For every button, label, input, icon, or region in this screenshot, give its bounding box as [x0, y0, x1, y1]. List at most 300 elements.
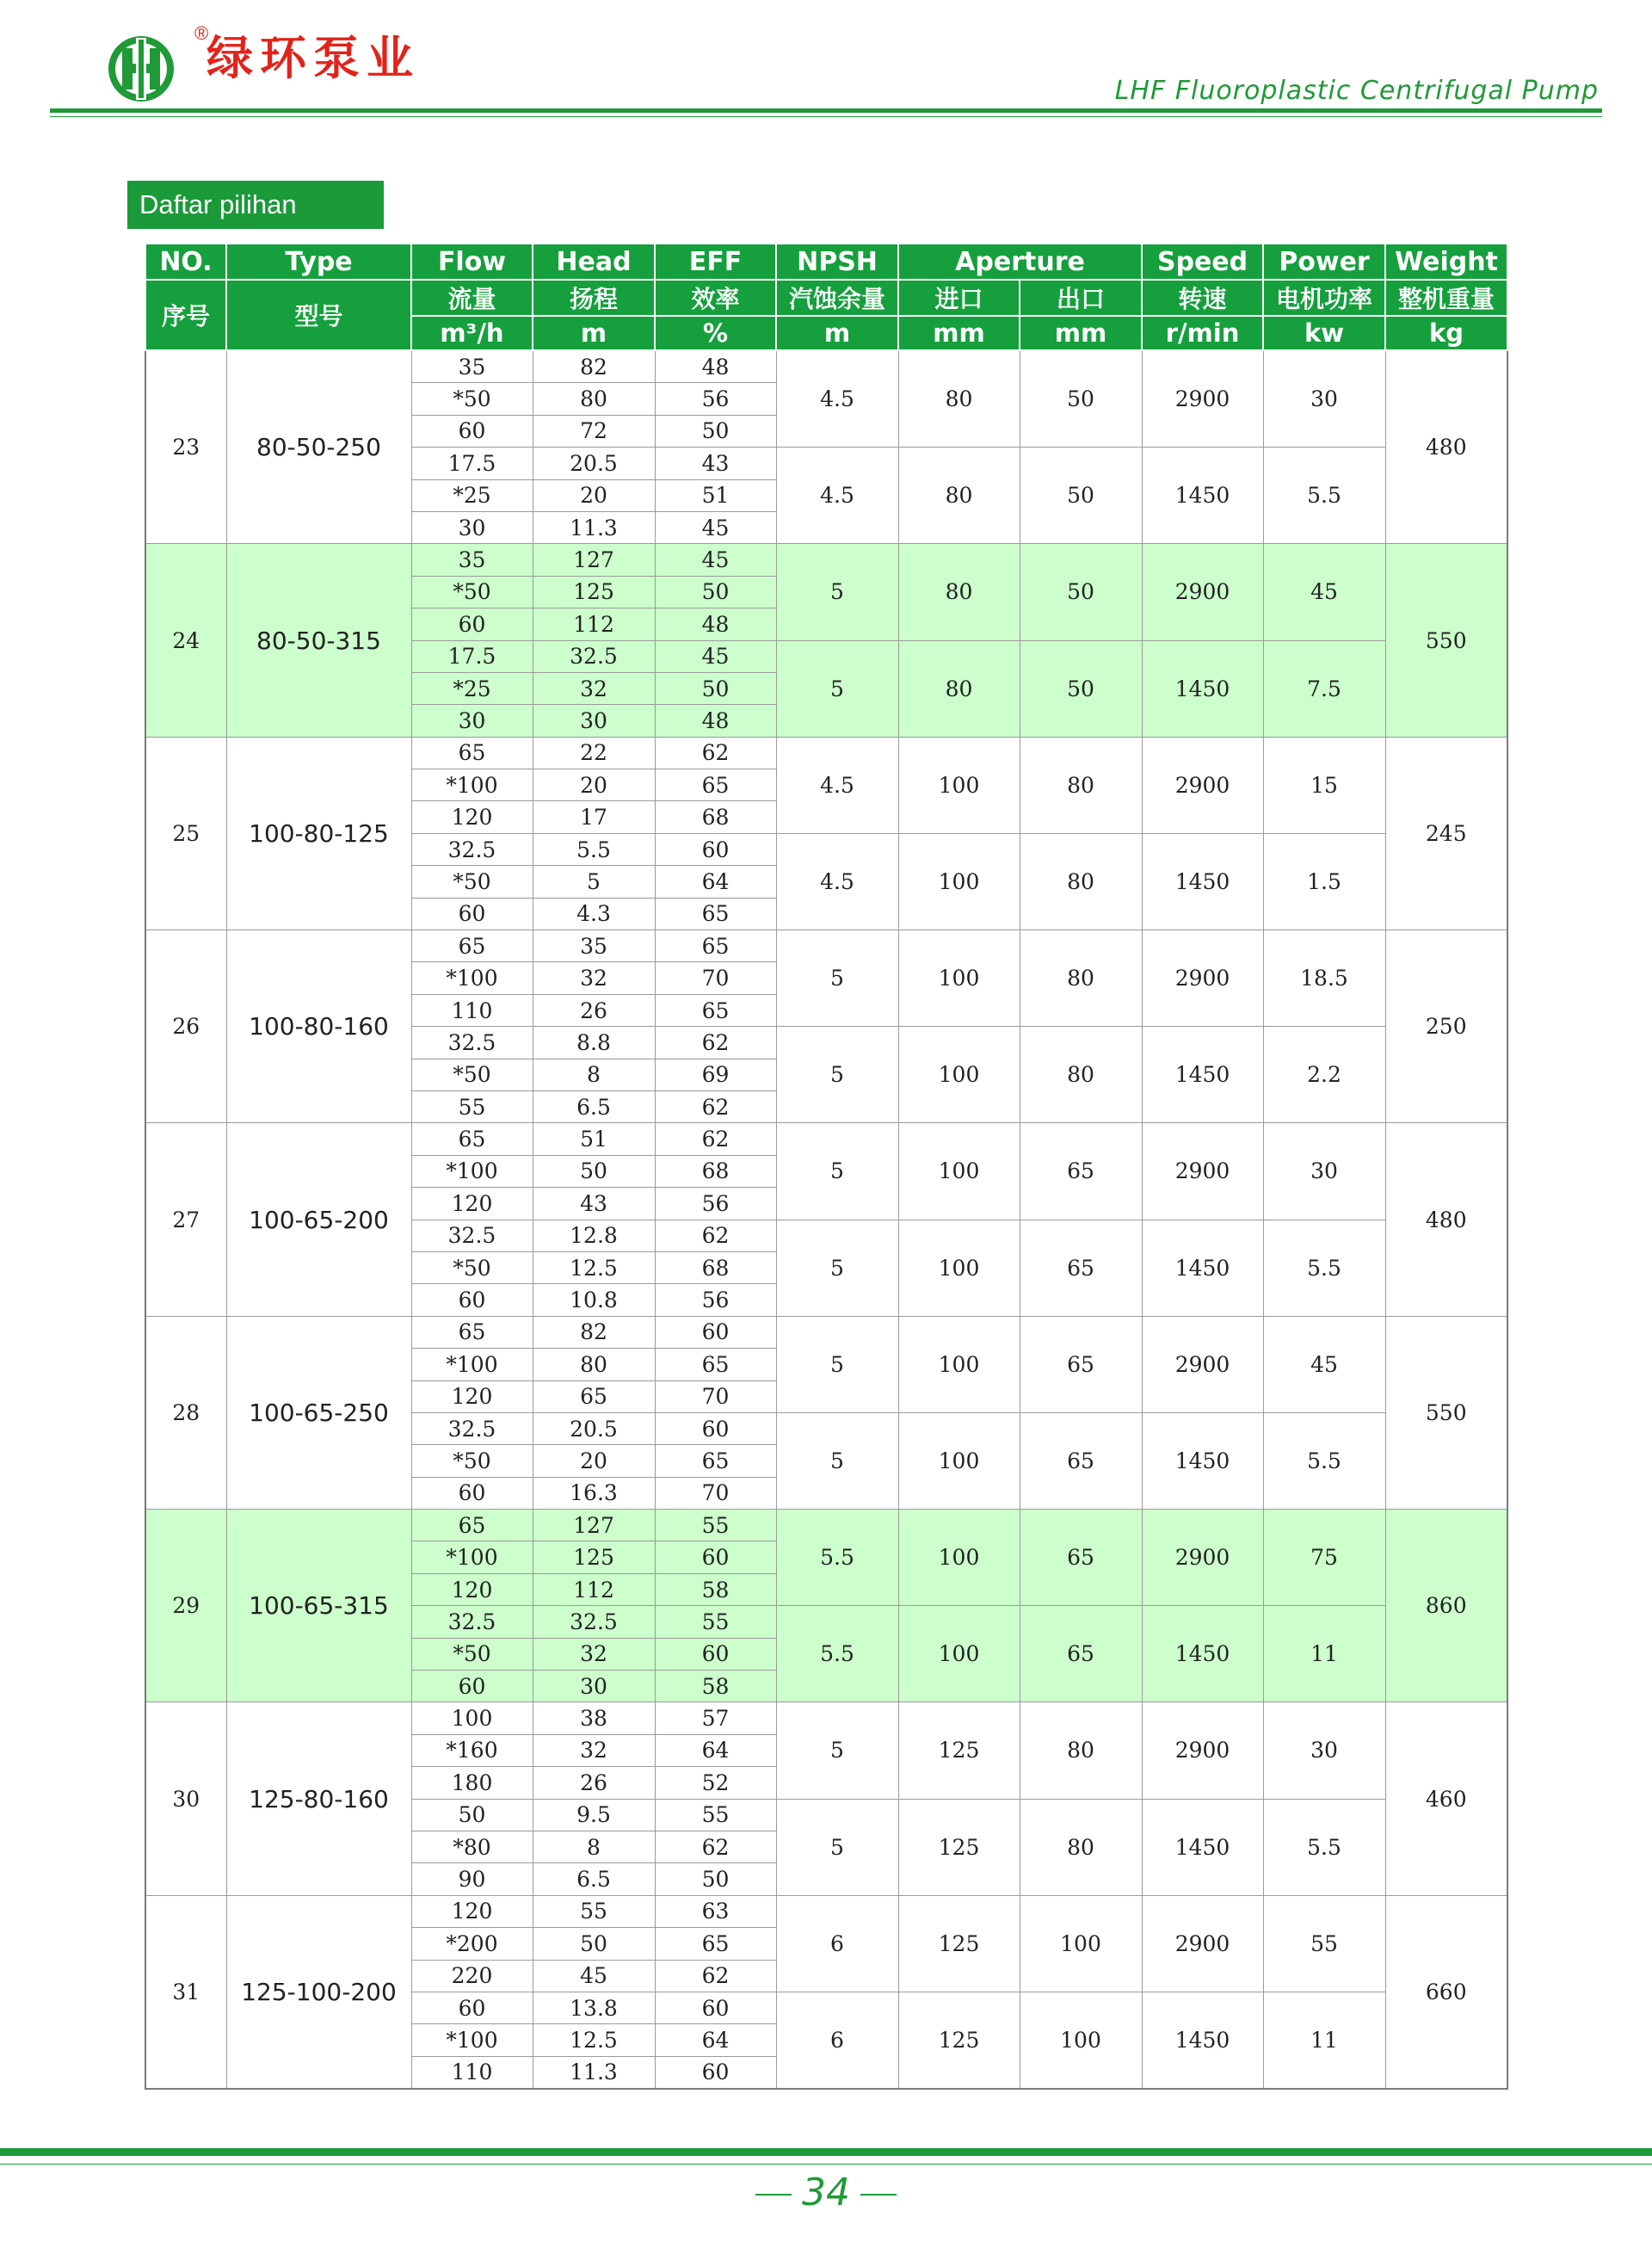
- cell-no: 25: [145, 737, 226, 930]
- brand-name: 绿环泵业: [206, 30, 420, 85]
- unit-head: m: [533, 316, 655, 350]
- page-dash-left: [755, 2194, 792, 2196]
- cell-npsh: 6: [776, 1895, 898, 1992]
- header-speed: Speed: [1142, 244, 1263, 280]
- cell-outlet: 80: [1020, 1027, 1142, 1123]
- cell-type: 100-65-250: [226, 1316, 411, 1509]
- unit-npsh: m: [776, 316, 898, 350]
- cell-head: 11.3: [533, 2056, 655, 2089]
- cell-head: 125: [533, 576, 655, 608]
- cell-type: 100-80-125: [226, 737, 411, 930]
- cell-outlet: 50: [1020, 544, 1142, 640]
- cell-type: 100-65-200: [226, 1123, 411, 1316]
- cell-head: 43: [533, 1188, 655, 1220]
- cell-power: 45: [1263, 1316, 1385, 1412]
- cell-inlet: 80: [898, 448, 1020, 544]
- cell-weight: 245: [1385, 737, 1507, 930]
- cell-eff: 57: [655, 1702, 776, 1734]
- cell-flow: 60: [411, 898, 533, 930]
- cell-weight: 460: [1385, 1702, 1507, 1895]
- cell-speed: 1450: [1142, 1799, 1263, 1895]
- page-number-value: 34: [802, 2171, 850, 2214]
- cell-weight: 550: [1385, 1316, 1507, 1509]
- page-dash-right: [860, 2194, 897, 2196]
- cell-power: 5.5: [1263, 448, 1385, 544]
- cell-no: 27: [145, 1123, 226, 1316]
- cell-flow: 17.5: [411, 448, 533, 479]
- cell-type: 125-80-160: [226, 1702, 411, 1895]
- cell-flow: 32.5: [411, 833, 533, 865]
- cell-head: 26: [533, 994, 655, 1026]
- cell-eff: 56: [655, 1284, 776, 1316]
- cell-flow: 30: [411, 511, 533, 543]
- cell-head: 8.8: [533, 1027, 655, 1059]
- cell-no: 23: [145, 350, 226, 544]
- cell-head: 80: [533, 383, 655, 415]
- cell-head: 32: [533, 962, 655, 994]
- cell-eff: 60: [655, 1992, 776, 2023]
- cell-outlet: 80: [1020, 737, 1142, 833]
- cell-eff: 43: [655, 448, 776, 479]
- cell-head: 32.5: [533, 1606, 655, 1638]
- cell-head: 20: [533, 769, 655, 801]
- cell-head: 72: [533, 415, 655, 447]
- cell-eff: 68: [655, 1155, 776, 1187]
- header-head-cn: 扬程: [533, 280, 655, 316]
- cell-weight: 550: [1385, 544, 1507, 737]
- unit-power: kw: [1263, 316, 1385, 350]
- cell-head: 30: [533, 1671, 655, 1702]
- cell-flow: *100: [411, 769, 533, 801]
- cell-flow: 32.5: [411, 1220, 533, 1251]
- cell-head: 13.8: [533, 1992, 655, 2023]
- cell-head: 20.5: [533, 448, 655, 479]
- cell-eff: 62: [655, 737, 776, 769]
- cell-power: 75: [1263, 1510, 1385, 1606]
- cell-eff: 60: [655, 2056, 776, 2089]
- cell-head: 112: [533, 608, 655, 640]
- cell-head: 26: [533, 1767, 655, 1799]
- header-divider: [50, 108, 1602, 113]
- cell-power: 18.5: [1263, 930, 1385, 1027]
- cell-outlet: 80: [1020, 930, 1142, 1027]
- cell-speed: 1450: [1142, 1027, 1263, 1123]
- cell-power: 2.2: [1263, 1027, 1385, 1123]
- cell-speed: 1450: [1142, 833, 1263, 930]
- cell-head: 11.3: [533, 511, 655, 543]
- cell-inlet: 100: [898, 1606, 1020, 1702]
- cell-head: 32.5: [533, 640, 655, 672]
- cell-eff: 65: [655, 1445, 776, 1477]
- cell-head: 32: [533, 1734, 655, 1766]
- unit-inlet: mm: [898, 316, 1020, 350]
- cell-weight: 860: [1385, 1510, 1507, 1702]
- header-power: Power: [1263, 244, 1385, 280]
- header-npsh: NPSH: [776, 244, 898, 280]
- cell-npsh: 5: [776, 1123, 898, 1220]
- cell-eff: 62: [655, 1831, 776, 1862]
- cell-flow: 65: [411, 1316, 533, 1348]
- cell-eff: 55: [655, 1799, 776, 1831]
- cell-power: 15: [1263, 737, 1385, 833]
- cell-head: 51: [533, 1123, 655, 1155]
- table-row: [145, 737, 1507, 769]
- cell-power: 5.5: [1263, 1412, 1385, 1509]
- cell-speed: 2900: [1142, 1123, 1263, 1220]
- cell-speed: 1450: [1142, 1412, 1263, 1509]
- cell-head: 6.5: [533, 1863, 655, 1895]
- cell-head: 50: [533, 1155, 655, 1187]
- table-row: [145, 350, 1507, 383]
- table-row: [145, 1702, 1507, 1734]
- cell-speed: 2900: [1142, 1702, 1263, 1799]
- header-inlet-cn: 进口: [898, 280, 1020, 316]
- cell-inlet: 80: [898, 544, 1020, 640]
- table-row: [145, 1895, 1507, 1927]
- cell-head: 20: [533, 1445, 655, 1477]
- cell-eff: 65: [655, 994, 776, 1026]
- registered-mark: ®: [194, 22, 209, 44]
- cell-flow: *50: [411, 1059, 533, 1090]
- cell-head: 112: [533, 1573, 655, 1605]
- cell-outlet: 65: [1020, 1510, 1142, 1606]
- cell-inlet: 125: [898, 1992, 1020, 2089]
- table-header: [145, 244, 1507, 350]
- table-row: [145, 1510, 1507, 1541]
- cell-flow: 35: [411, 350, 533, 383]
- cell-outlet: 80: [1020, 1702, 1142, 1799]
- cell-npsh: 5: [776, 1412, 898, 1509]
- cell-eff: 60: [655, 1412, 776, 1444]
- cell-eff: 55: [655, 1510, 776, 1541]
- cell-head: 8: [533, 1059, 655, 1090]
- cell-eff: 58: [655, 1573, 776, 1605]
- cell-head: 82: [533, 1316, 655, 1348]
- header-type: Type: [226, 244, 411, 280]
- cell-inlet: 100: [898, 930, 1020, 1027]
- cell-flow: *200: [411, 1928, 533, 1960]
- cell-eff: 45: [655, 640, 776, 672]
- cell-flow: 65: [411, 737, 533, 769]
- cell-speed: 2900: [1142, 544, 1263, 640]
- cell-speed: 1450: [1142, 1992, 1263, 2089]
- cell-flow: 100: [411, 1702, 533, 1734]
- cell-npsh: 4.5: [776, 737, 898, 833]
- cell-type: 80-50-315: [226, 544, 411, 737]
- cell-eff: 70: [655, 1380, 776, 1412]
- cell-flow: 120: [411, 1573, 533, 1605]
- cell-flow: 60: [411, 1671, 533, 1702]
- cell-head: 35: [533, 930, 655, 962]
- cell-outlet: 100: [1020, 1895, 1142, 1992]
- cell-flow: *25: [411, 672, 533, 704]
- cell-eff: 65: [655, 1928, 776, 1960]
- cell-outlet: 80: [1020, 833, 1142, 930]
- cell-head: 9.5: [533, 1799, 655, 1831]
- header-no-cn: 序号: [145, 280, 226, 350]
- cell-inlet: 125: [898, 1799, 1020, 1895]
- cell-head: 55: [533, 1895, 655, 1927]
- cell-npsh: 5: [776, 1316, 898, 1412]
- cell-speed: 2900: [1142, 930, 1263, 1027]
- cell-no: 31: [145, 1895, 226, 2089]
- table-row: [145, 1316, 1507, 1348]
- cell-eff: 70: [655, 1477, 776, 1509]
- cell-eff: 50: [655, 415, 776, 447]
- cell-speed: 2900: [1142, 1895, 1263, 1992]
- cell-weight: 480: [1385, 1123, 1507, 1316]
- cell-inlet: 100: [898, 1316, 1020, 1412]
- cell-head: 17: [533, 801, 655, 833]
- cell-outlet: 65: [1020, 1412, 1142, 1509]
- cell-outlet: 50: [1020, 640, 1142, 737]
- cell-head: 80: [533, 1349, 655, 1380]
- cell-head: 50: [533, 1928, 655, 1960]
- cell-power: 30: [1263, 1702, 1385, 1799]
- cell-npsh: 6: [776, 1992, 898, 2089]
- cell-npsh: 4.5: [776, 350, 898, 448]
- cell-flow: *25: [411, 479, 533, 511]
- cell-eff: 58: [655, 1671, 776, 1702]
- cell-eff: 65: [655, 930, 776, 962]
- cell-head: 65: [533, 1380, 655, 1412]
- cell-eff: 69: [655, 1059, 776, 1090]
- cell-eff: 48: [655, 608, 776, 640]
- cell-flow: *100: [411, 1541, 533, 1573]
- cell-outlet: 80: [1020, 1799, 1142, 1895]
- cell-head: 30: [533, 705, 655, 737]
- header-eff-cn: 效率: [655, 280, 776, 316]
- section-title-badge: Daftar pilihan: [127, 181, 384, 229]
- cell-eff: 65: [655, 769, 776, 801]
- cell-power: 45: [1263, 544, 1385, 640]
- cell-head: 32: [533, 1638, 655, 1670]
- cell-head: 8: [533, 1831, 655, 1862]
- cell-flow: 60: [411, 415, 533, 447]
- cell-outlet: 100: [1020, 1992, 1142, 2089]
- cell-eff: 65: [655, 1349, 776, 1380]
- header-divider-thin: [50, 116, 1602, 117]
- cell-power: 11: [1263, 1992, 1385, 2089]
- cell-flow: *100: [411, 962, 533, 994]
- cell-eff: 55: [655, 1606, 776, 1638]
- cell-eff: 51: [655, 479, 776, 511]
- cell-flow: 30: [411, 705, 533, 737]
- cell-power: 30: [1263, 350, 1385, 448]
- cell-npsh: 5: [776, 1799, 898, 1895]
- cell-speed: 2900: [1142, 1510, 1263, 1606]
- cell-no: 26: [145, 930, 226, 1123]
- cell-head: 12.8: [533, 1220, 655, 1251]
- cell-flow: 32.5: [411, 1606, 533, 1638]
- cell-inlet: 125: [898, 1702, 1020, 1799]
- cell-head: 10.8: [533, 1284, 655, 1316]
- cell-eff: 65: [655, 898, 776, 930]
- cell-speed: 2900: [1142, 350, 1263, 448]
- cell-weight: 250: [1385, 930, 1507, 1123]
- table-body: [145, 350, 1507, 2089]
- cell-eff: 62: [655, 1027, 776, 1059]
- header-weight: Weight: [1385, 244, 1507, 280]
- header-row-en: [145, 244, 1507, 280]
- cell-eff: 70: [655, 962, 776, 994]
- cell-speed: 1450: [1142, 1220, 1263, 1316]
- cell-power: 11: [1263, 1606, 1385, 1702]
- cell-inlet: 100: [898, 1027, 1020, 1123]
- header-outlet-cn: 出口: [1020, 280, 1142, 316]
- cell-flow: 120: [411, 1380, 533, 1412]
- cell-power: 5.5: [1263, 1799, 1385, 1895]
- cell-head: 38: [533, 1702, 655, 1734]
- cell-flow: 60: [411, 1992, 533, 2023]
- cell-flow: *50: [411, 1638, 533, 1670]
- cell-flow: 65: [411, 1510, 533, 1541]
- cell-no: 28: [145, 1316, 226, 1509]
- cell-eff: 64: [655, 2024, 776, 2056]
- cell-eff: 56: [655, 383, 776, 415]
- page-number: [0, 2171, 1652, 2214]
- cell-npsh: 5: [776, 1220, 898, 1316]
- header-row-cn: [145, 280, 1507, 316]
- cell-eff: 52: [655, 1767, 776, 1799]
- cell-inlet: 100: [898, 833, 1020, 930]
- cell-speed: 1450: [1142, 640, 1263, 737]
- cell-speed: 1450: [1142, 448, 1263, 544]
- cell-flow: 17.5: [411, 640, 533, 672]
- cell-head: 82: [533, 350, 655, 383]
- cell-flow: 32.5: [411, 1412, 533, 1444]
- cell-eff: 50: [655, 672, 776, 704]
- header-no: NO.: [145, 244, 226, 280]
- cell-eff: 64: [655, 1734, 776, 1766]
- cell-head: 5: [533, 866, 655, 898]
- cell-type: 125-100-200: [226, 1895, 411, 2089]
- cell-power: 1.5: [1263, 833, 1385, 930]
- cell-flow: *100: [411, 2024, 533, 2056]
- cell-eff: 60: [655, 1541, 776, 1573]
- cell-inlet: 100: [898, 1510, 1020, 1606]
- table-row: [145, 930, 1507, 962]
- cell-head: 32: [533, 672, 655, 704]
- cell-inlet: 80: [898, 640, 1020, 737]
- cell-eff: 56: [655, 1188, 776, 1220]
- cell-type: 100-80-160: [226, 930, 411, 1123]
- cell-speed: 1450: [1142, 1606, 1263, 1702]
- cell-head: 125: [533, 1541, 655, 1573]
- cell-head: 127: [533, 544, 655, 576]
- cell-type: 100-65-315: [226, 1510, 411, 1702]
- cell-flow: *50: [411, 866, 533, 898]
- cell-flow: 50: [411, 1799, 533, 1831]
- page-header-title: LHF Fluoroplastic Centrifugal Pump: [1114, 76, 1599, 106]
- cell-npsh: 5: [776, 1702, 898, 1799]
- cell-head: 12.5: [533, 1251, 655, 1283]
- cell-eff: 63: [655, 1895, 776, 1927]
- header-weight-cn: 整机重量: [1385, 280, 1507, 316]
- cell-flow: *50: [411, 1251, 533, 1283]
- cell-flow: 90: [411, 1863, 533, 1895]
- cell-eff: 62: [655, 1960, 776, 1992]
- cell-inlet: 80: [898, 350, 1020, 448]
- cell-head: 12.5: [533, 2024, 655, 2056]
- cell-no: 24: [145, 544, 226, 737]
- cell-flow: 65: [411, 930, 533, 962]
- cell-flow: *160: [411, 1734, 533, 1766]
- cell-weight: 660: [1385, 1895, 1507, 2089]
- cell-npsh: 5: [776, 544, 898, 640]
- table-row: [145, 544, 1507, 576]
- cell-flow: 120: [411, 1188, 533, 1220]
- cell-head: 45: [533, 1960, 655, 1992]
- cell-speed: 2900: [1142, 737, 1263, 833]
- cell-npsh: 5: [776, 640, 898, 737]
- header-speed-cn: 转速: [1142, 280, 1263, 316]
- cell-head: 5.5: [533, 833, 655, 865]
- cell-head: 6.5: [533, 1090, 655, 1122]
- cell-speed: 2900: [1142, 1316, 1263, 1412]
- unit-eff: %: [655, 316, 776, 350]
- cell-flow: 60: [411, 1284, 533, 1316]
- unit-weight: kg: [1385, 316, 1507, 350]
- cell-weight: 480: [1385, 350, 1507, 544]
- cell-npsh: 5.5: [776, 1510, 898, 1606]
- cell-type: 80-50-250: [226, 350, 411, 544]
- cell-inlet: 100: [898, 1412, 1020, 1509]
- cell-flow: 35: [411, 544, 533, 576]
- cell-flow: 180: [411, 1767, 533, 1799]
- cell-head: 127: [533, 1510, 655, 1541]
- cell-head: 20: [533, 479, 655, 511]
- cell-head: 16.3: [533, 1477, 655, 1509]
- unit-speed: r/min: [1142, 316, 1263, 350]
- cell-npsh: 4.5: [776, 833, 898, 930]
- cell-inlet: 125: [898, 1895, 1020, 1992]
- cell-eff: 60: [655, 1316, 776, 1348]
- cell-head: 20.5: [533, 1412, 655, 1444]
- cell-eff: 48: [655, 350, 776, 383]
- cell-eff: 45: [655, 511, 776, 543]
- cell-flow: *50: [411, 383, 533, 415]
- unit-outlet: mm: [1020, 316, 1142, 350]
- cell-npsh: 5: [776, 930, 898, 1027]
- cell-outlet: 50: [1020, 350, 1142, 448]
- header-flow: Flow: [411, 244, 533, 280]
- pump-selection-table: [145, 243, 1508, 2090]
- cell-no: 30: [145, 1702, 226, 1895]
- header-power-cn: 电机功率: [1263, 280, 1385, 316]
- cell-eff: 68: [655, 1251, 776, 1283]
- cell-flow: *50: [411, 1445, 533, 1477]
- cell-no: 29: [145, 1510, 226, 1702]
- cell-outlet: 65: [1020, 1606, 1142, 1702]
- cell-flow: *50: [411, 576, 533, 608]
- brand-logo-icon: [103, 33, 179, 105]
- footer-divider: [0, 2148, 1652, 2156]
- cell-flow: 60: [411, 1477, 533, 1509]
- cell-power: 5.5: [1263, 1220, 1385, 1316]
- cell-flow: 60: [411, 608, 533, 640]
- cell-power: 7.5: [1263, 640, 1385, 737]
- cell-eff: 60: [655, 833, 776, 865]
- cell-inlet: 100: [898, 1220, 1020, 1316]
- cell-outlet: 50: [1020, 448, 1142, 544]
- unit-flow: m³/h: [411, 316, 533, 350]
- cell-flow: 110: [411, 2056, 533, 2089]
- cell-head: 4.3: [533, 898, 655, 930]
- cell-outlet: 65: [1020, 1316, 1142, 1412]
- cell-flow: 120: [411, 1895, 533, 1927]
- cell-flow: 65: [411, 1123, 533, 1155]
